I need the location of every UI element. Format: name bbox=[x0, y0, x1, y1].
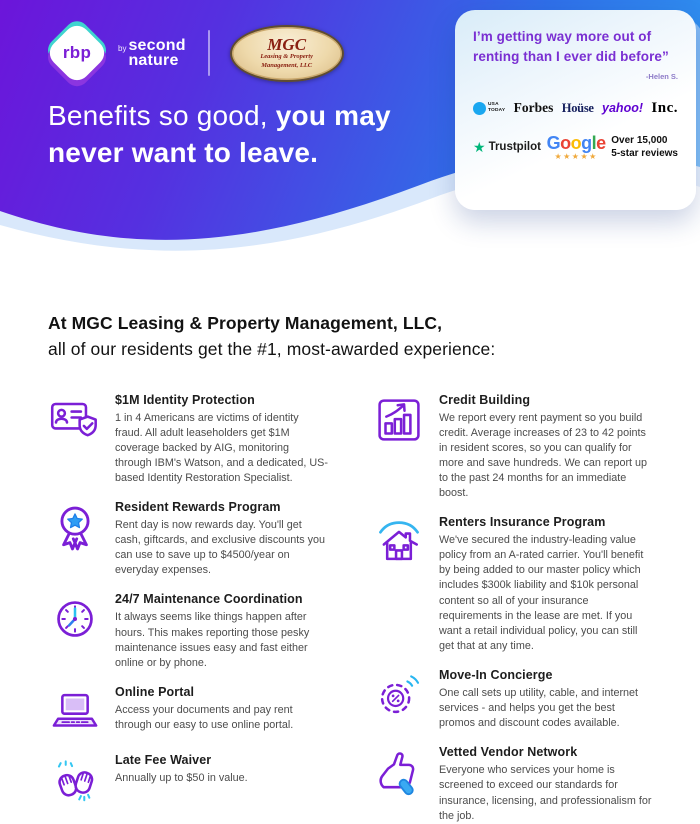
logo-divider bbox=[208, 30, 210, 76]
benefit-title: Resident Rewards Program bbox=[115, 500, 281, 515]
benefit-description: 1 in 4 Americans are victims of identity fraud. All adult leaseholders get $1M coverage backed by AIG, monitoring through IBM's Watson, and a dedicated, US-based Identity Restoration Specialist. bbox=[115, 411, 328, 484]
benefit-identity-protection bbox=[48, 393, 328, 487]
benefits-section bbox=[0, 270, 700, 824]
google-letter: e bbox=[596, 132, 606, 153]
benefit-description: It always seems like things happen after hours. This makes reporting those pesky maintenance issues easy and fast either online or by phone. bbox=[115, 611, 310, 669]
trustpilot-label: Trustpilot bbox=[488, 141, 541, 153]
thumbs-up-icon bbox=[372, 745, 426, 799]
section-heading bbox=[48, 310, 652, 363]
benefit-resident-rewards bbox=[48, 500, 328, 578]
reviews-row bbox=[473, 134, 678, 161]
google-letter: o bbox=[570, 132, 582, 153]
google-logo bbox=[547, 134, 606, 161]
rbp-logo-text: rbp bbox=[62, 43, 92, 62]
benefit-description: Access your documents and pay rent through our easy to use online portal. bbox=[115, 703, 294, 732]
benefit-description: One call sets up utility, cable, and internet services - and helps you get the best promos and discount codes available. bbox=[439, 687, 639, 730]
google-stars-icon: ★★★★★ bbox=[554, 151, 598, 161]
laptop-icon bbox=[48, 685, 102, 739]
inc-logo: Inc. bbox=[651, 99, 678, 116]
benefits-column-left bbox=[48, 393, 328, 824]
benefit-title: 24/7 Maintenance Coordination bbox=[115, 592, 303, 607]
testimonial-attribution: -Helen S. bbox=[645, 71, 678, 81]
benefit-description: We've secured the industry-leading value policy from an A-rated carrier. You'll benefit by being added to our master policy which includes $300k liability and $10k personal content so all of your insurance requirements in the lease are met. If you want a retail individual policy, you can still get that at any time. bbox=[439, 534, 644, 652]
rbp-logo bbox=[48, 24, 106, 82]
google-letter: G bbox=[546, 132, 561, 153]
benefit-description: Everyone who services your home is screened to exceed our standards for insurance, licensing, and professionalism for the job. bbox=[439, 764, 652, 822]
benefits-column-right bbox=[372, 393, 652, 824]
benefit-vetted-vendor-network bbox=[372, 745, 652, 823]
section-heading-line1: At MGC Leasing & Property Management, LLC, bbox=[48, 313, 443, 333]
mgc-partner-logo bbox=[230, 25, 344, 82]
benefit-online-portal bbox=[48, 685, 328, 739]
press-logos-row bbox=[473, 100, 678, 117]
hero-header bbox=[0, 0, 700, 270]
benefit-move-in-concierge bbox=[372, 668, 652, 731]
benefit-title: $1M Identity Protection bbox=[115, 392, 255, 407]
benefit-description: We report every rent payment so you build credit. Average increases of 23 to 42 points in resident scores, so you can qualify for more and save hundreds. We can report up to the past 24 months for an immediate boost. bbox=[439, 411, 648, 500]
benefit-title: Renters Insurance Program bbox=[439, 515, 606, 530]
second-nature-line2: nature bbox=[128, 52, 179, 69]
usa-today-line2: TODAY bbox=[488, 108, 506, 113]
by-label: by bbox=[118, 43, 127, 53]
benefit-title: Late Fee Waiver bbox=[115, 752, 212, 767]
trustpilot-star-icon: ★ bbox=[473, 138, 486, 155]
mgc-logo-sub1: Leasing & Property bbox=[260, 53, 314, 61]
yahoo-logo: yahoo! bbox=[602, 101, 644, 115]
maintenance-clock-icon bbox=[48, 592, 102, 646]
credit-chart-icon bbox=[372, 393, 426, 447]
second-nature-line1: second bbox=[128, 36, 186, 54]
forbes-logo: Forbes bbox=[513, 100, 554, 115]
benefit-maintenance-coordination bbox=[48, 592, 328, 670]
testimonial-quote: I’m getting way more out of renting than I ever did before” bbox=[473, 29, 669, 65]
benefit-description: Annually up to $50 in value. bbox=[115, 771, 248, 784]
logo-row bbox=[48, 24, 344, 82]
reviews-count-line2: 5-star reviews bbox=[611, 148, 678, 159]
benefit-title: Online Portal bbox=[115, 684, 195, 699]
mgc-logo-name: MGC bbox=[267, 35, 307, 55]
benefit-title: Credit Building bbox=[439, 392, 531, 407]
usa-today-circle-icon bbox=[473, 102, 486, 115]
benefit-title: Move-In Concierge bbox=[439, 668, 553, 683]
headline-bold: you may never want to leave. bbox=[48, 100, 391, 169]
headline-regular: Benefits so good, bbox=[48, 100, 276, 131]
identity-protection-icon bbox=[48, 393, 102, 447]
usa-today-logo bbox=[473, 102, 505, 115]
clapping-hands-icon bbox=[48, 753, 102, 807]
benefit-title: Vetted Vendor Network bbox=[439, 745, 578, 760]
benefit-renters-insurance bbox=[372, 515, 652, 654]
insured-house-icon bbox=[372, 515, 426, 569]
benefit-late-fee-waiver bbox=[48, 753, 328, 807]
google-letter: g bbox=[581, 132, 592, 153]
mgc-logo-sub2: Management, LLC bbox=[261, 61, 313, 69]
section-heading-line2: all of our residents get the #1, most-awarded experience: bbox=[48, 339, 496, 360]
reviews-count-line1: Over 15,000 bbox=[611, 135, 668, 146]
testimonial-card bbox=[455, 10, 696, 210]
benefit-description: Rent day is now rewards day. You'll get cash, giftcards, and exclusive discounts you can use to save up to $4500/year on everyday expenses. bbox=[115, 519, 326, 577]
google-letter: o bbox=[560, 132, 571, 153]
house-logo: Hoüse bbox=[561, 100, 594, 115]
benefits-grid bbox=[48, 393, 652, 824]
google-letter: l bbox=[591, 132, 597, 153]
benefit-credit-building bbox=[372, 393, 652, 502]
concierge-dial-icon bbox=[372, 668, 426, 722]
usa-today-line1: USA bbox=[488, 102, 499, 108]
trustpilot-logo bbox=[473, 139, 541, 156]
resident-rewards-icon bbox=[48, 500, 102, 554]
second-nature-logo bbox=[118, 38, 186, 68]
